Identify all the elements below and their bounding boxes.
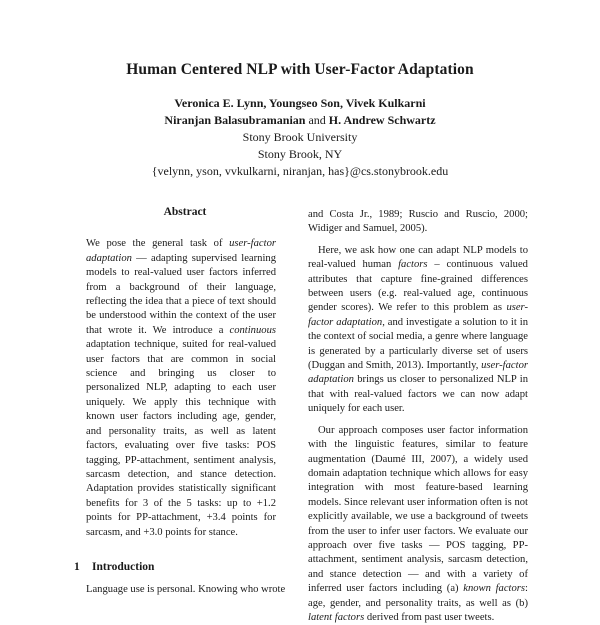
- right-column: [308, 208, 528, 625]
- author-names-line-2: [0, 112, 600, 129]
- author-emails: {velynn, yson, vvkulkarni, niranjan, has}@cs.stonybrook.edu: [151, 164, 449, 178]
- author-name: H. Andrew Schwartz: [328, 113, 436, 127]
- section-title: Introduction: [92, 560, 155, 573]
- paragraph: Our approach composes user factor information with the linguistic features, similar to feature augmentation (Daumé III, 2007), a widely used domain adaptation technique which allows for easy integration with most feature-based learning models. Since relevant user information often is not explicitly available, we use a background of tweets from the user to infer user factors. We evaluate our approach over five tasks — POS tagging, PP-attachment, sentiment analysis, sarcasm detection, and stance detection — and with a variety of inferred user factors including (a) known factors: age, gender, and personality traits, as well as (b) latent factors derived from past user tweets.: [308, 424, 528, 623]
- paragraph-continuation: and Costa Jr., 1989; Ruscio and Ruscio, 2000; Widiger and Samuel, 2005).: [308, 209, 528, 235]
- author-names-line-1: Veronica E. Lynn, Youngseo Son, Vivek Kulkarni: [174, 96, 426, 110]
- introduction-text: Language use is personal. Knowing who wrote: [86, 584, 286, 596]
- author-block: [0, 95, 600, 180]
- section-heading-introduction: [74, 560, 284, 574]
- section-number: 1: [74, 560, 80, 573]
- left-column: [74, 205, 286, 598]
- abstract-heading: Abstract: [163, 206, 207, 218]
- paragraph: Here, we ask how one can adapt NLP models to real-valued human factors – continuous valued attributes that capture fine-grained differences between users (e.g. real-valued age, continuous gender scores). We refer to this problem as user-factor adaptation, and investigate a solution to it in the context of social media, a genre where language is generated by a particularly diverse set of users (Duggan and Smith, 2013). Importantly, user-factor adaptation brings us closer to personalized NLP in that with real-valued factors we can now adapt uniquely for each user.: [308, 244, 528, 415]
- author-name: Niranjan Balasubramanian: [164, 113, 306, 127]
- author-conjunction: and: [308, 113, 326, 127]
- affiliation: Stony Brook University: [242, 130, 358, 144]
- abstract-text: We pose the general task of user-factor adaptation — adapting supervised learning models to real-valued user factors inferred from a background of their language, reflecting the idea that a piece of text should be understood within the context of the user that wrote it. We introduce a continuous adaptation technique, suited for real-valued user factors that are common in social science and bringing us closer to personalized NLP, adapting to each user uniquely. We apply this technique with known user factors including age, gender, and personality traits, as well as latent factors, evaluating over five tasks: POS tagging, PP-attachment, sentiment analysis, sarcasm detection, and stance detection. Adaptation provides statistically significant benefits for 3 of the 5 tasks: up to +1.2 points for PP-attachment, +3.4 points for sarcasm, and +3.0 points for stance.: [86, 238, 276, 538]
- location: Stony Brook, NY: [257, 147, 343, 161]
- paper-title: Human Centered NLP with User-Factor Adaptation: [126, 61, 474, 78]
